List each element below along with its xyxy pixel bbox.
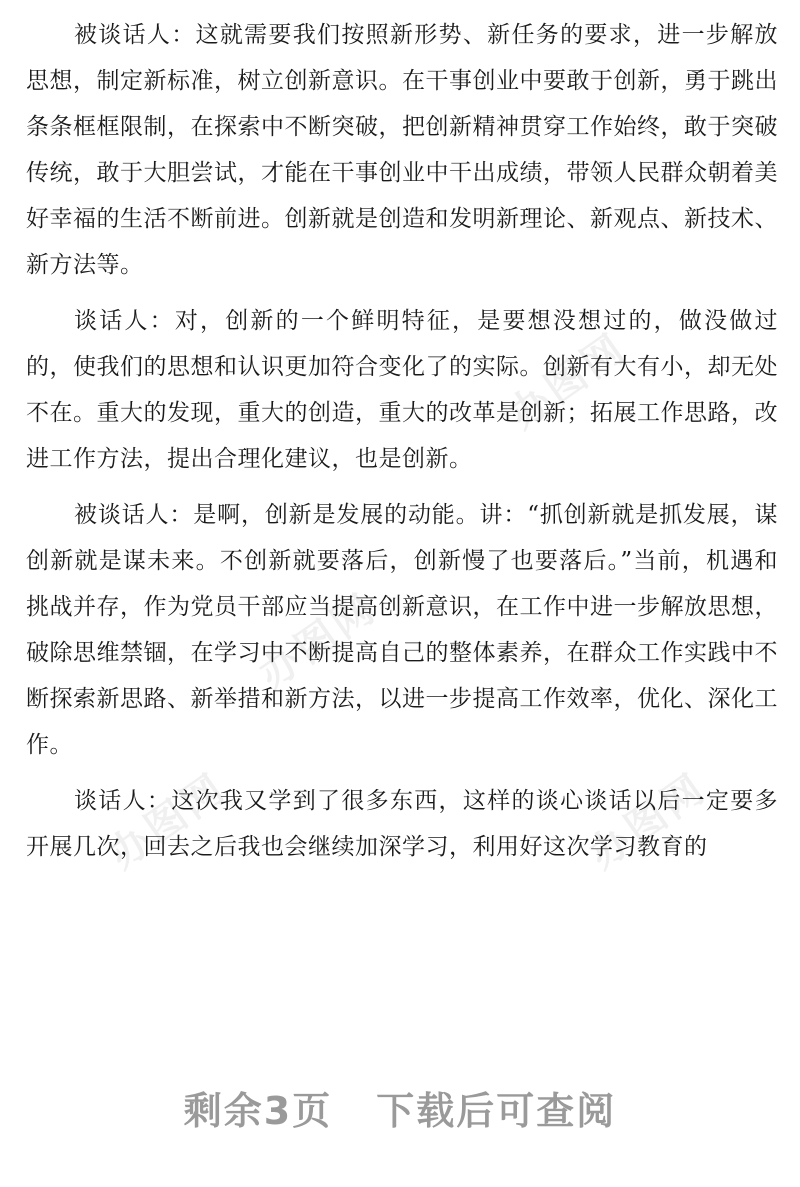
watermark: 办图网 [500, 324, 636, 439]
document-body [26, 12, 778, 880]
download-to-view-label: 下载后可查阅 [376, 1089, 617, 1133]
paragraph: 被谈话人：是啊，创新是发展的动能。讲：“抓创新就是抓发展，谋创新就是谋未来。不创新就要落后，创新慢了也要落后。”当前，机遇和挑战并存，作为党员干部应当提高创新意识，在工作中进一步解放思想，破除思维禁锢，在学习中不断提高自己的整体素养，在群众工作实践中不断探索新思路、新举措和新方法，以进一步提高工作效率，优化、深化工作。 [26, 502, 778, 758]
paragraph: 谈话人：对，创新的一个鲜明特征，是要想没想过的，做没做过的，使我们的思想和认识更加符合变化了的实际。创新有大有小，却无处不在。重大的发现，重大的创造，重大的改革是创新；拓展工作思路，改进工作方法，提出合理化建议，也是创新。 [26, 308, 778, 472]
remaining-pages-label: 剩余3页 [183, 1089, 333, 1133]
paragraph: 被谈话人：这就需要我们按照新形势、新任务的要求，进一步解放思想，制定新标准，树立创新意识。在干事创业中要敢于创新，勇于跳出条条框框限制，在探索中不断突破，把创新精神贯穿工作始终，敢于突破传统，敢于大胆尝试，才能在干事创业中干出成绩，带领人民群众朝着美好幸福的生活不断前进。创新就是创造和发明新理论、新观点、新技术、新方法等。 [26, 22, 778, 278]
watermark: 办图网 [250, 584, 386, 699]
watermark: 办图网 [100, 764, 236, 879]
watermark: 办图网 [580, 764, 716, 879]
download-prompt-banner[interactable] [0, 1080, 800, 1135]
paragraph: 谈话人：这次我又学到了很多东西，这样的谈心谈话以后一定要多开展几次，回去之后我也会继续加深学习，利用好这次学习教育的 [26, 788, 778, 860]
